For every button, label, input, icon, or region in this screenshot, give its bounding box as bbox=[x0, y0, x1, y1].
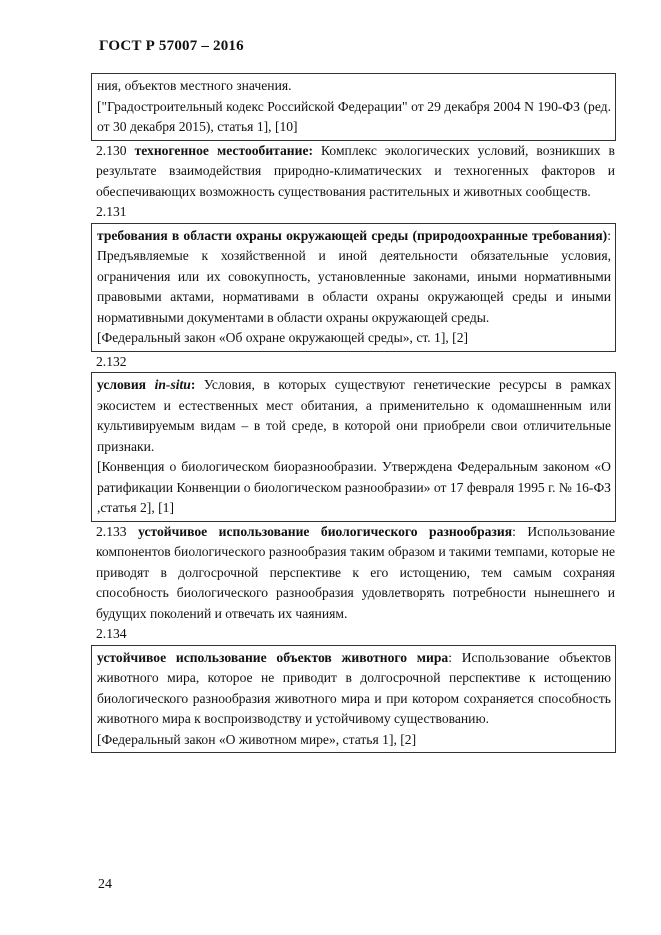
page-number: 24 bbox=[98, 877, 112, 892]
entry-132-term-suffix: : bbox=[190, 377, 196, 392]
entry-133-definition: : Использование компонентов биологического разнообразия таким образом и такими темпами, которые не приводят в долгосрочной перспективе к его истощению, тем самым сохраняя способность биологического разнообразия удовлетворять потребности нынешнего и будущих поколений и отвечать их чаяниям. bbox=[96, 523, 615, 621]
entry-129-tail-text: ния, объектов местного значения. bbox=[97, 78, 292, 93]
entry-129-tail-box bbox=[91, 73, 616, 141]
entry-132-box bbox=[91, 372, 616, 522]
entry-133-number: 2.133 bbox=[96, 523, 127, 539]
entry-134-box bbox=[91, 645, 616, 754]
entry-131-definition: : Предъявляемые к хозяйственной и иной деятельности обязательные условия, ограничения или их совокупность, установленные законами, иными нормативными правовыми актами, нормативами в области охраны окружающей среды и иными нормативными документами в области охраны окружающей среды. bbox=[97, 227, 611, 325]
entry-131-number: 2.131 bbox=[96, 204, 127, 219]
entry-133-term: устойчивое использование биологического разнообразия bbox=[138, 523, 513, 539]
entry-133 bbox=[91, 522, 616, 625]
entry-132-term bbox=[97, 377, 195, 392]
entry-134-number: 2.134 bbox=[96, 626, 127, 641]
entry-131-box bbox=[91, 223, 616, 352]
entry-134-definition: : Использование объектов животного мира, которое не приводит в долгосрочной перспективе к истощению биологического разнообразия животного мира и при котором сохраняется способность животного мира к воспроизводству и устойчивому существованию. bbox=[97, 649, 611, 726]
entry-131-term: требования в области охраны окружающей среды (природоохранные требования) bbox=[97, 227, 608, 243]
entry-132-term-italic: in-situ bbox=[154, 377, 191, 392]
entry-129-source: ["Градостроительный кодекс Российской Федерации" от 29 декабря 2004 N 190-ФЗ (ред. от 30 декабря 2015), статья 1], [10] bbox=[97, 98, 611, 134]
entry-130 bbox=[91, 141, 616, 203]
document-body bbox=[91, 73, 616, 753]
entry-132-term-prefix: условия bbox=[97, 377, 155, 392]
entry-131-source: [Федеральный закон «Об охране окружающей среды», ст. 1], [2] bbox=[97, 330, 469, 345]
entry-132-number: 2.132 bbox=[96, 353, 127, 369]
entry-134-term: устойчивое использование объектов животного мира bbox=[97, 649, 449, 665]
entry-132-source: [Конвенция о биологическом биоразнообразии. Утверждена Федеральным законом «О ратификации Конвенции о биологическом разнообразии» от 17 февраля 1995 г. № 16-ФЗ ,статья 2], [1] bbox=[97, 459, 611, 515]
entry-132-definition: Условия, в которых существуют генетические ресурсы в рамках экосистем и естественных мест обитания, а применительно к одомашненным или культивируемым видам – в той среде, в которой они приобрели свои отличительные признаки. bbox=[97, 377, 611, 454]
entry-130-definition: Комплекс экологических условий, возникших в результате взаимодействия природно-климатических и техногенных факторов и обеспечивающих возможность существования растительных и животных сообществ. bbox=[96, 142, 615, 199]
entry-130-term: техногенное местообитание: bbox=[134, 142, 314, 158]
entry-130-number: 2.130 bbox=[96, 142, 127, 158]
entry-134-source: [Федеральный закон «О животном мире», статья 1], [2] bbox=[97, 731, 417, 747]
document-header: ГОСТ Р 57007 – 2016 bbox=[99, 38, 244, 54]
